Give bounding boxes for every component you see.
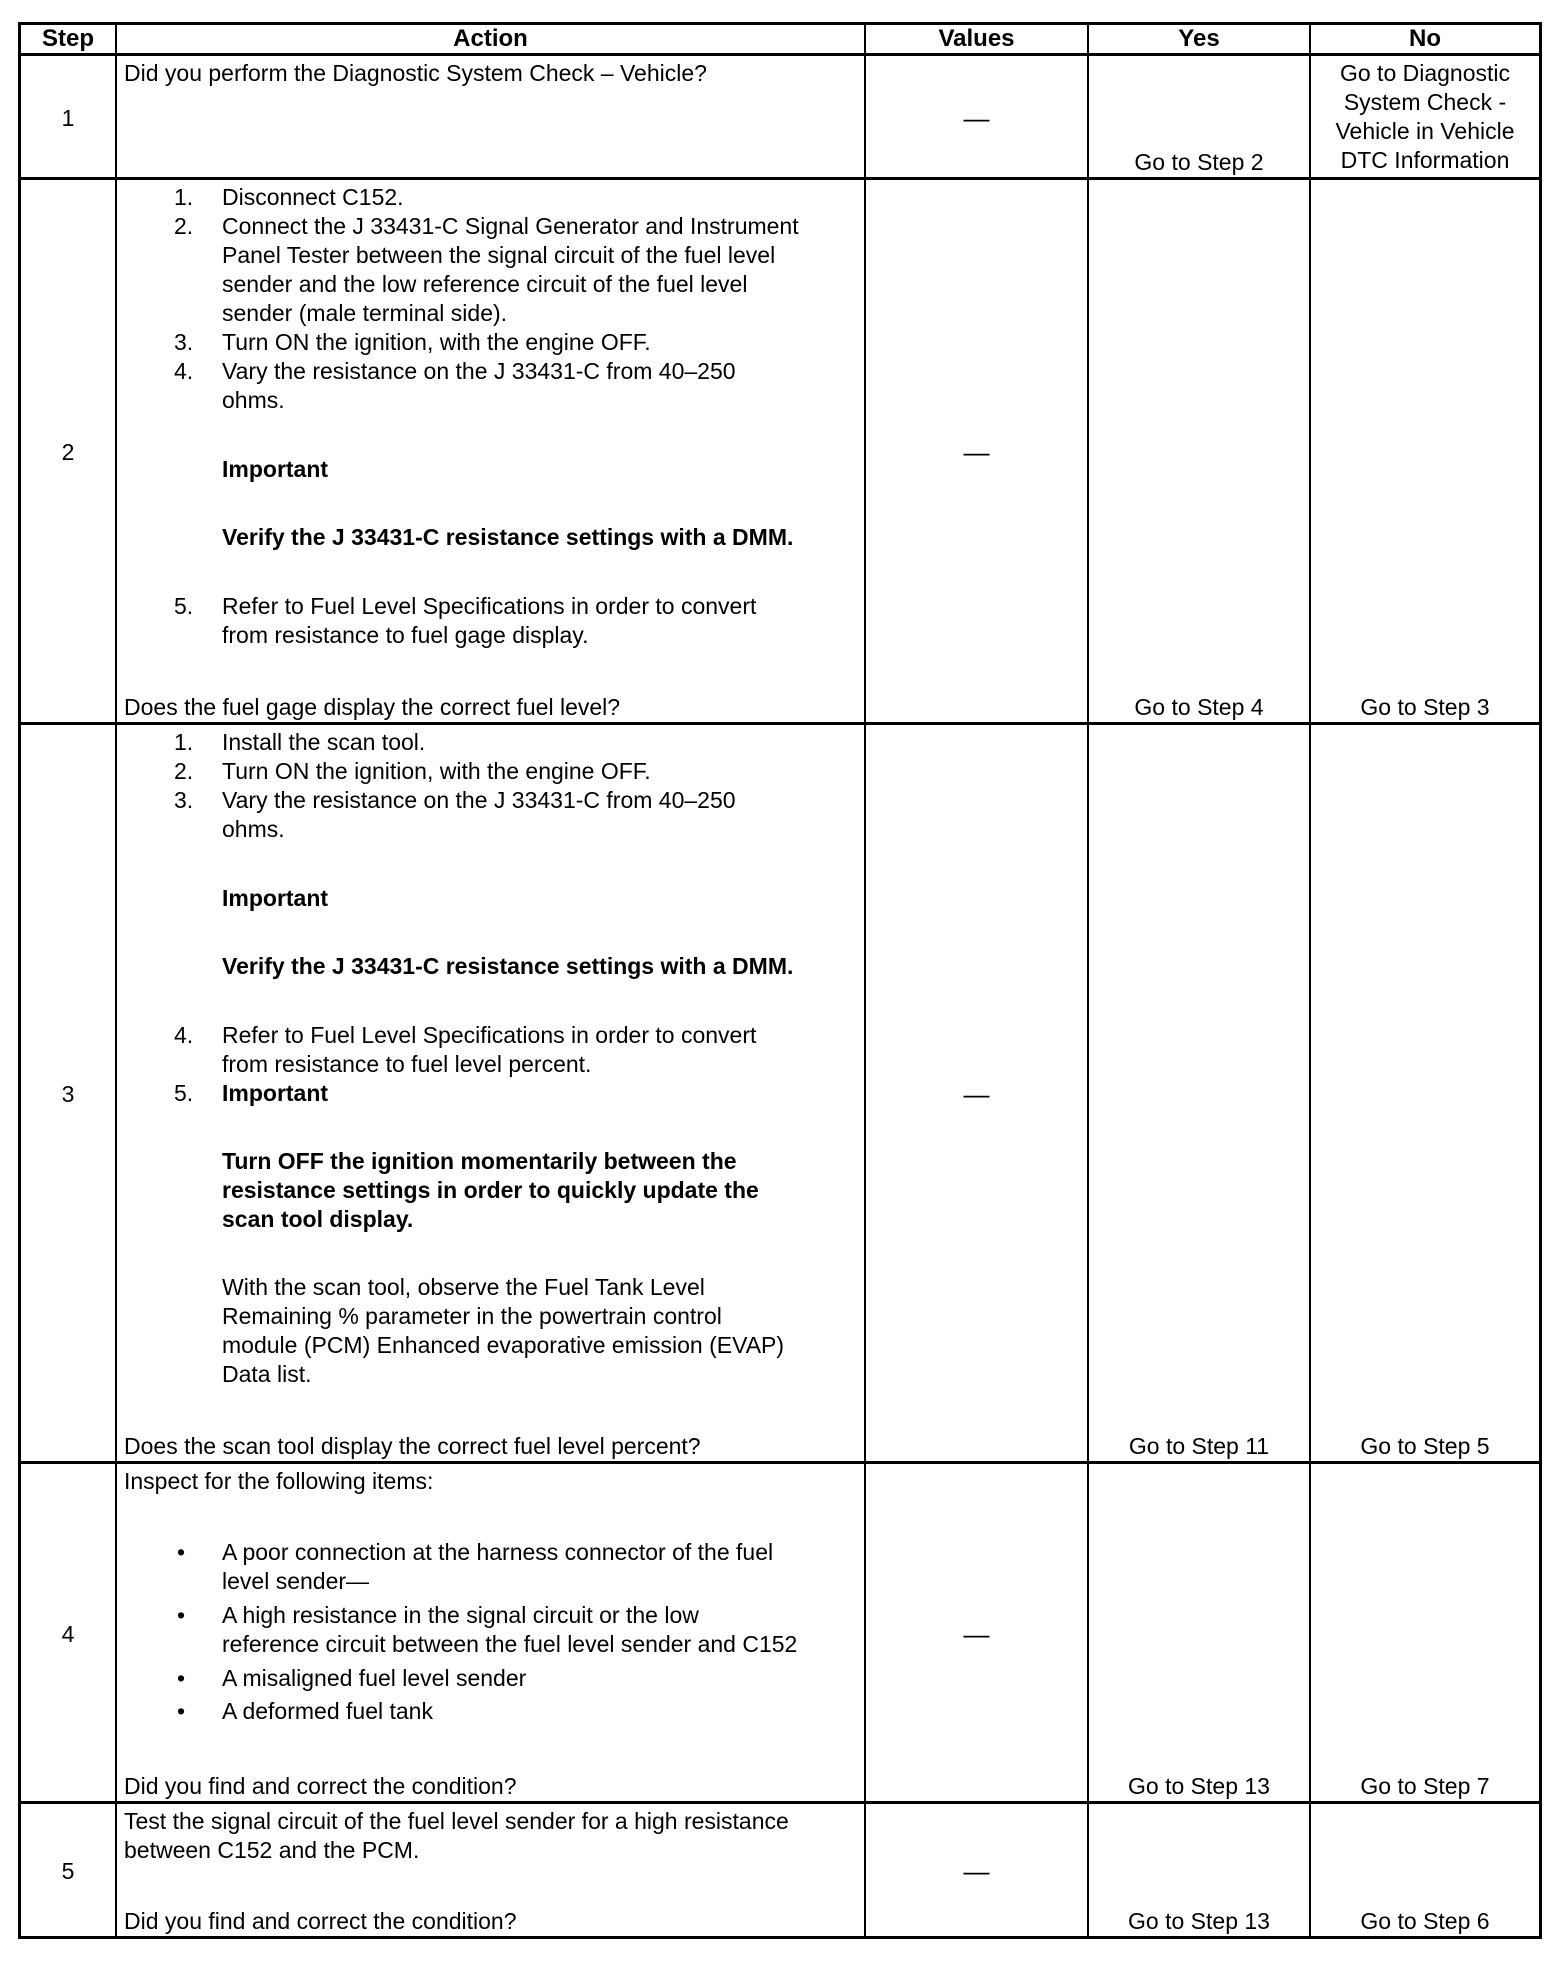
no-cell — [1311, 1804, 1539, 1939]
step-number: 4 — [21, 1464, 117, 1804]
bullet-icon: • — [177, 1602, 186, 1628]
no-cell — [1311, 1464, 1539, 1804]
yes-link[interactable]: Go to Step 13 — [1128, 1773, 1270, 1799]
observe-text: module (PCM) Enhanced evaporative emission (EVAP) — [222, 1332, 785, 1358]
action-cell — [117, 1804, 866, 1939]
values-cell: — — [866, 1804, 1089, 1939]
action-question: Did you perform the Diagnostic System Check – Vehicle? — [124, 60, 707, 86]
important-note: Verify the J 33431-C resistance settings with a DMM. — [222, 953, 794, 979]
item-text: Refer to Fuel Level Specifications in order to convert — [222, 1022, 757, 1048]
header-step: Step — [21, 25, 117, 53]
bullet-text: A poor connection at the harness connector of the fuel — [222, 1539, 774, 1565]
item-number: 4. — [174, 358, 194, 384]
important-note: Turn OFF the ignition momentarily between the — [222, 1148, 737, 1174]
important-heading: Important — [222, 1080, 329, 1106]
bullet-text: A misaligned fuel level sender — [222, 1665, 527, 1691]
item-text: Turn ON the ignition, with the engine OFF. — [222, 758, 651, 784]
yes-link[interactable]: Go to Step 11 — [1128, 1433, 1270, 1459]
table-row-step-3 — [21, 722, 1539, 1464]
yes-cell — [1089, 56, 1311, 180]
action-cell — [117, 180, 866, 725]
table-row-step-4 — [21, 1461, 1539, 1804]
item-number: 2. — [174, 758, 194, 784]
important-heading: Important — [222, 885, 329, 911]
yes-link[interactable]: Go to Step 4 — [1134, 694, 1264, 720]
item-text: Connect the J 33431-C Signal Generator and Instrument — [222, 213, 799, 239]
no-link[interactable]: Go to Step 7 — [1360, 1773, 1490, 1799]
item-number: 1. — [174, 729, 194, 755]
no-cell — [1311, 180, 1539, 725]
action-text: Test the signal circuit of the fuel level sender for a high resistance — [124, 1808, 789, 1834]
no-link[interactable]: Go to Step 3 — [1360, 694, 1490, 720]
table-row-step-1 — [21, 53, 1539, 180]
bullet-icon: • — [177, 1665, 186, 1691]
item-text: Vary the resistance on the J 33431-C from 40–250 — [222, 358, 736, 384]
yes-cell — [1089, 1804, 1311, 1939]
no-line: System Check - — [1343, 89, 1507, 115]
important-heading: Important — [222, 456, 329, 482]
item-number: 4. — [174, 1022, 194, 1048]
action-cell — [117, 56, 866, 180]
item-text: Refer to Fuel Level Specifications in order to convert — [222, 593, 757, 619]
table-row-step-2 — [21, 177, 1539, 725]
diagnostic-table — [18, 22, 1542, 1939]
action-question: Does the scan tool display the correct fuel level percent? — [124, 1433, 701, 1459]
item-text: Disconnect C152. — [222, 184, 404, 210]
item-text: ohms. — [222, 387, 285, 413]
no-line: Vehicle in Vehicle — [1335, 118, 1515, 144]
action-question: Did you find and correct the condition? — [124, 1908, 517, 1934]
action-intro: Inspect for the following items: — [124, 1468, 434, 1494]
table-row-step-5 — [21, 1801, 1539, 1939]
item-number: 5. — [174, 593, 194, 619]
item-text: Vary the resistance on the J 33431-C from 40–250 — [222, 787, 736, 813]
no-cell — [1311, 725, 1539, 1464]
values-cell: — — [866, 1464, 1089, 1804]
important-note: scan tool display. — [222, 1206, 414, 1232]
bullet-text: A deformed fuel tank — [222, 1698, 433, 1724]
values-cell: — — [866, 180, 1089, 725]
item-text: sender and the low reference circuit of the fuel level — [222, 271, 748, 297]
action-cell — [117, 725, 866, 1464]
bullet-icon: • — [177, 1698, 186, 1724]
action-cell — [117, 1464, 866, 1804]
item-text: Install the scan tool. — [222, 729, 426, 755]
no-link[interactable] — [1311, 59, 1539, 175]
no-line: DTC Information — [1340, 147, 1510, 173]
item-text: Turn ON the ignition, with the engine OFF. — [222, 329, 651, 355]
step-number: 2 — [21, 180, 117, 725]
item-number: 3. — [174, 329, 194, 355]
important-note: Verify the J 33431-C resistance settings with a DMM. — [222, 524, 794, 550]
item-text: from resistance to fuel level percent. — [222, 1051, 592, 1077]
item-number: 2. — [174, 213, 194, 239]
bullet-text: level sender— — [222, 1568, 370, 1594]
yes-link[interactable]: Go to Step 2 — [1134, 149, 1264, 175]
yes-cell — [1089, 725, 1311, 1464]
observe-text: Data list. — [222, 1361, 312, 1387]
action-question: Did you find and correct the condition? — [124, 1773, 517, 1799]
bullet-text: A high resistance in the signal circuit or the low — [222, 1602, 699, 1628]
no-line: Go to Diagnostic — [1339, 60, 1511, 86]
no-link[interactable]: Go to Step 6 — [1360, 1908, 1490, 1934]
header-action: Action — [117, 25, 866, 53]
header-no: No — [1409, 25, 1441, 52]
item-text: Panel Tester between the signal circuit of the fuel level — [222, 242, 776, 268]
yes-cell — [1089, 1464, 1311, 1804]
item-number: 3. — [174, 787, 194, 813]
action-question: Does the fuel gage display the correct fuel level? — [124, 694, 621, 720]
action-text: between C152 and the PCM. — [124, 1837, 420, 1863]
step-number: 1 — [21, 56, 117, 180]
item-text: ohms. — [222, 816, 285, 842]
header-yes: Yes — [1089, 25, 1311, 53]
bullet-text: reference circuit between the fuel level sender and C152 — [222, 1631, 798, 1657]
yes-link[interactable]: Go to Step 13 — [1128, 1908, 1270, 1934]
yes-cell — [1089, 180, 1311, 725]
observe-text: With the scan tool, observe the Fuel Tank Level — [222, 1274, 705, 1300]
observe-text: Remaining % parameter in the powertrain control — [222, 1303, 722, 1329]
step-number: 5 — [21, 1804, 117, 1939]
table-header-row — [21, 25, 1539, 53]
values-cell: — — [866, 725, 1089, 1464]
values-cell: — — [866, 56, 1089, 180]
step-number: 3 — [21, 725, 117, 1464]
item-text: from resistance to fuel gage display. — [222, 622, 589, 648]
item-text: sender (male terminal side). — [222, 300, 508, 326]
item-number: 5. — [174, 1080, 194, 1106]
no-link[interactable]: Go to Step 5 — [1360, 1433, 1490, 1459]
no-cell — [1311, 56, 1539, 180]
important-note: resistance settings in order to quickly update the — [222, 1177, 759, 1203]
header-values: Values — [866, 25, 1089, 53]
item-number: 1. — [174, 184, 194, 210]
bullet-icon: • — [177, 1539, 186, 1565]
